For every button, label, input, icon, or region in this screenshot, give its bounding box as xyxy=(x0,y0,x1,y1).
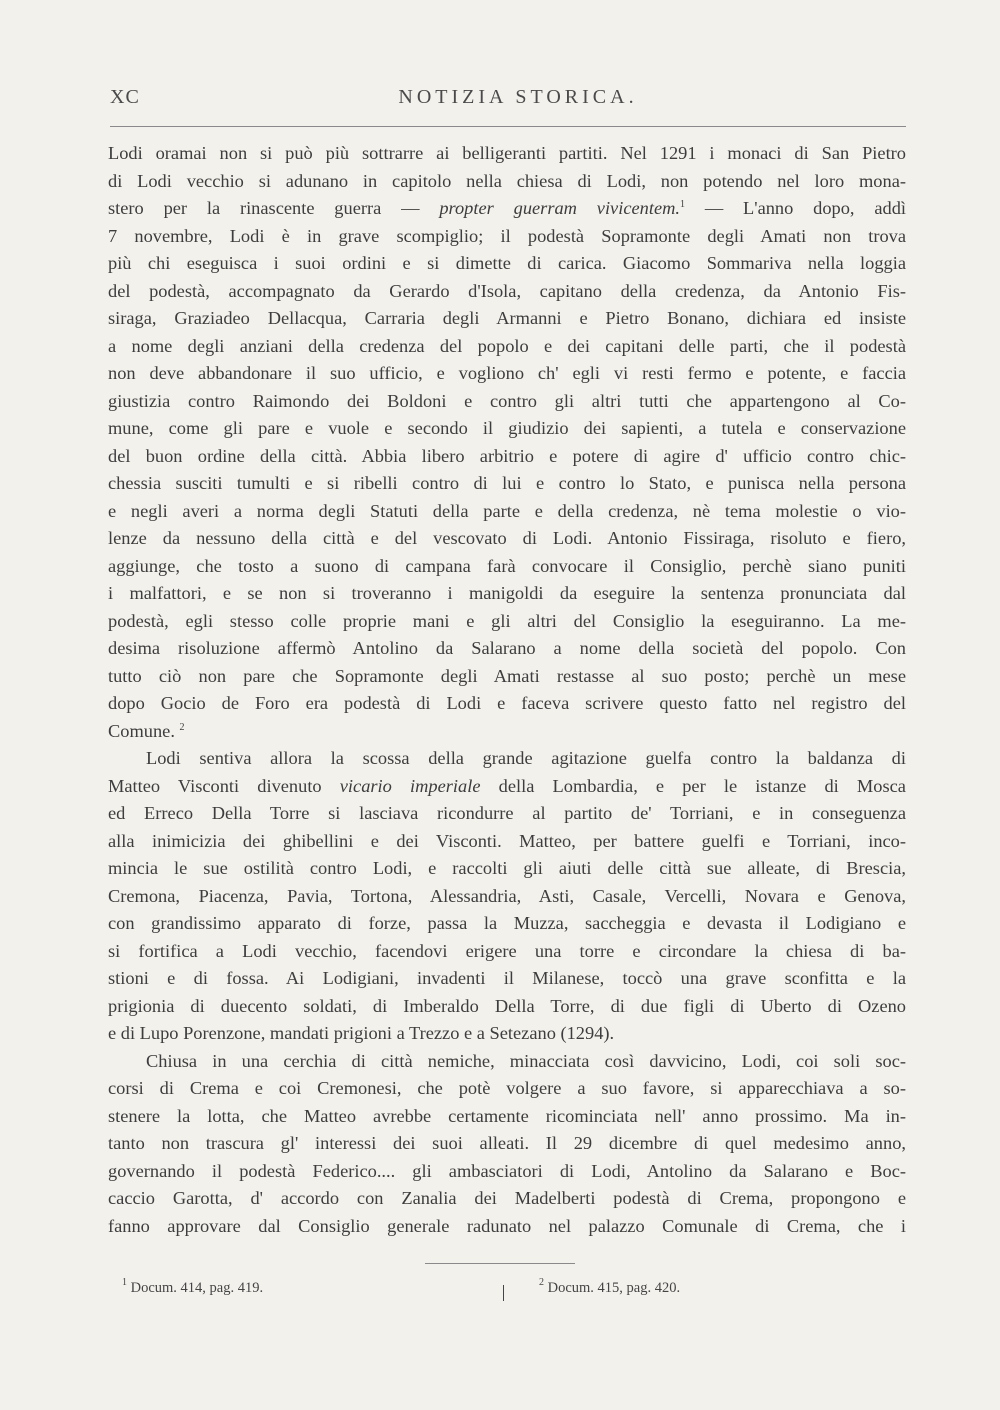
text-line: più chi eseguisca i suoi ordini e si dimette di carica. Giacomo Sommariva nella loggia xyxy=(108,253,906,273)
text-line: corsi di Crema e coi Cremonesi, che potè volgere a suo favore, si apparecchiava a so- xyxy=(108,1078,906,1098)
text-line: Lodi oramai non si può più sottrarre ai belligeranti partiti. Nel 1291 i monaci di San Pietro xyxy=(108,143,906,163)
footnote-1: $^1$ Docum. 414, pag. 419. xyxy=(122,1277,264,1296)
text-line: desima risoluzione affermò Antolino da Salarano a nome della società del popolo. Con xyxy=(108,638,906,658)
text-line: si fortifica a Lodi vecchio, facendovi erigere una torre e circondare la chiesa di ba- xyxy=(108,940,906,961)
text-line: Comune. $^2$ xyxy=(108,720,185,741)
text-line: Cremona, Piacenza, Pavia, Tortona, Alessandria, Asti, Casale, Vercelli, Novara e Genova, xyxy=(108,885,906,906)
body-text xyxy=(108,140,906,1240)
header-rule xyxy=(110,126,906,127)
text-line: siraga, Graziadeo Dellacqua, Carraria degli Armanni e Pietro Bonano, dichiara ed insiste xyxy=(108,308,906,328)
text-line: Matteo Visconti divenuto vicario imperiale della Lombardia, e per le istanze di Mosca xyxy=(108,775,906,796)
text-line: giustizia contro Raimondo dei Boldoni e contro gli altri tutti che appartengono al Co- xyxy=(108,390,906,411)
text-line: aggiunge, che tosto a suono di campana farà convocare il Consiglio, perchè siano puniti xyxy=(108,555,906,576)
text-line: Lodi sentiva allora la scossa della grande agitazione guelfa contro la baldanza di xyxy=(146,748,906,768)
text-line: fanno approvare dal Consiglio generale radunato nel palazzo Comunale di Crema, che i xyxy=(108,1215,906,1236)
running-title: NOTIZIA STORICA. xyxy=(398,86,638,108)
footnote-ref: 2 xyxy=(179,721,185,733)
text-line: lenze da nessuno della città e del vescovato di Lodi. Antonio Fissiraga, risoluto e fiero, xyxy=(108,528,906,548)
footnote-ref: 1 xyxy=(680,199,685,210)
text-line: dopo Gocio de Foro era podestà di Lodi e faceva scrivere questo fatto nel registro del xyxy=(108,693,906,713)
text-line: e di Lupo Porenzone, mandati prigioni a Trezzo e a Setezano (1294). xyxy=(108,1023,615,1043)
footnote-divider xyxy=(503,1285,504,1301)
text-line: tanto non trascura gl' interessi dei suoi alleati. Il 29 dicembre di quel medesimo anno, xyxy=(108,1133,906,1153)
text-line: non deve abbandonare il suo ufficio, e vogliono ch' egli vi resti fermo e potente, e faccia xyxy=(108,363,906,383)
text-line: ed Erreco Della Torre si lasciava ricondurre al partito de' Torriani, e in conseguenza xyxy=(108,803,906,823)
text-line: mune, come gli pare e vuole e secondo il giudizio dei sapienti, a tutela e conservazione xyxy=(108,418,906,438)
text-line: a nome degli anziani della credenza del popolo e dei capitani delle parti, che il podestà xyxy=(108,335,906,356)
text-line: del podestà, accompagnato da Gerardo d'Isola, capitano della credenza, da Antonio Fis- xyxy=(108,280,906,301)
text-line: alla inimicizia dei ghibellini e dei Visconti. Matteo, per battere guelfi e Torriani, inco- xyxy=(108,830,906,851)
text-line: i malfattori, e se non si troveranno i manigoldi da eseguire la sentenza pronunciata dal xyxy=(108,583,906,603)
text-line: prigionia di duecento soldati, di Imberaldo Della Torre, di due figli di Uberto di Ozeno xyxy=(108,995,906,1016)
text-line: caccio Garotta, d' accordo con Zanalia dei Madelberti podestà di Crema, propongono e xyxy=(108,1188,906,1208)
text-line: 7 novembre, Lodi è in grave scompiglio; il podestà Sopramonte degli Amati non trova xyxy=(108,225,906,246)
text-line: del buon ordine della città. Abbia libero arbitrio e potere di agire d' ufficio contro chic- xyxy=(108,445,906,466)
text-line: stero per la rinascente guerra — propter guerram vivicentem.$^1$ — L'anno dopo, addì xyxy=(108,198,906,218)
text-line: e negli averi a norma degli Statuti della parte e della credenza, nè tema molestie o vio- xyxy=(108,500,906,521)
text-line: con grandissimo apparato di forze, passa la Muzza, saccheggia e devasta il Lodigiano e xyxy=(108,913,906,933)
page-header xyxy=(110,86,906,116)
text-line: tutto ciò non pare che Sopramonte degli Amati restasse al suo posto; perchè un mese xyxy=(108,665,906,686)
text-line: stenere la lotta, che Matteo avrebbe certamente ricominciata nell' anno prossimo. Ma in- xyxy=(108,1105,906,1126)
latin-quote: propter guerram vivicentem. xyxy=(439,198,680,218)
page-number: XC xyxy=(110,86,140,108)
italic-phrase: vicario imperiale xyxy=(339,775,481,796)
text-line: governando il podestà Federico.... gli ambasciatori di Lodi, Antolino da Salarano e Boc- xyxy=(108,1160,906,1181)
text-line: stioni e di fossa. Ai Lodigiani, invadenti il Milanese, toccò una grave sconfitta e la xyxy=(108,968,906,988)
text-line: podestà, egli stesso colle proprie mani e gli altri del Consiglio la eseguiranno. La me- xyxy=(108,610,906,631)
text-line: Chiusa in una cerchia di città nemiche, minacciata così davvicino, Lodi, coi soli soc- xyxy=(146,1050,906,1071)
footnote-rule xyxy=(425,1263,575,1264)
text-line: chessia susciti tumulti e si ribelli contro di lui e contro lo Stato, e punisca nella persona xyxy=(108,473,906,493)
text-line: mincia le sue ostilità contro Lodi, e raccolti gli aiuti delle città sue alleate, di Brescia, xyxy=(108,858,906,878)
footnote-2: $^2$ Docum. 415, pag. 420. xyxy=(539,1277,681,1296)
text-line: di Lodi vecchio si adunano in capitolo nella chiesa di Lodi, non potendo nel loro mona- xyxy=(108,170,906,191)
